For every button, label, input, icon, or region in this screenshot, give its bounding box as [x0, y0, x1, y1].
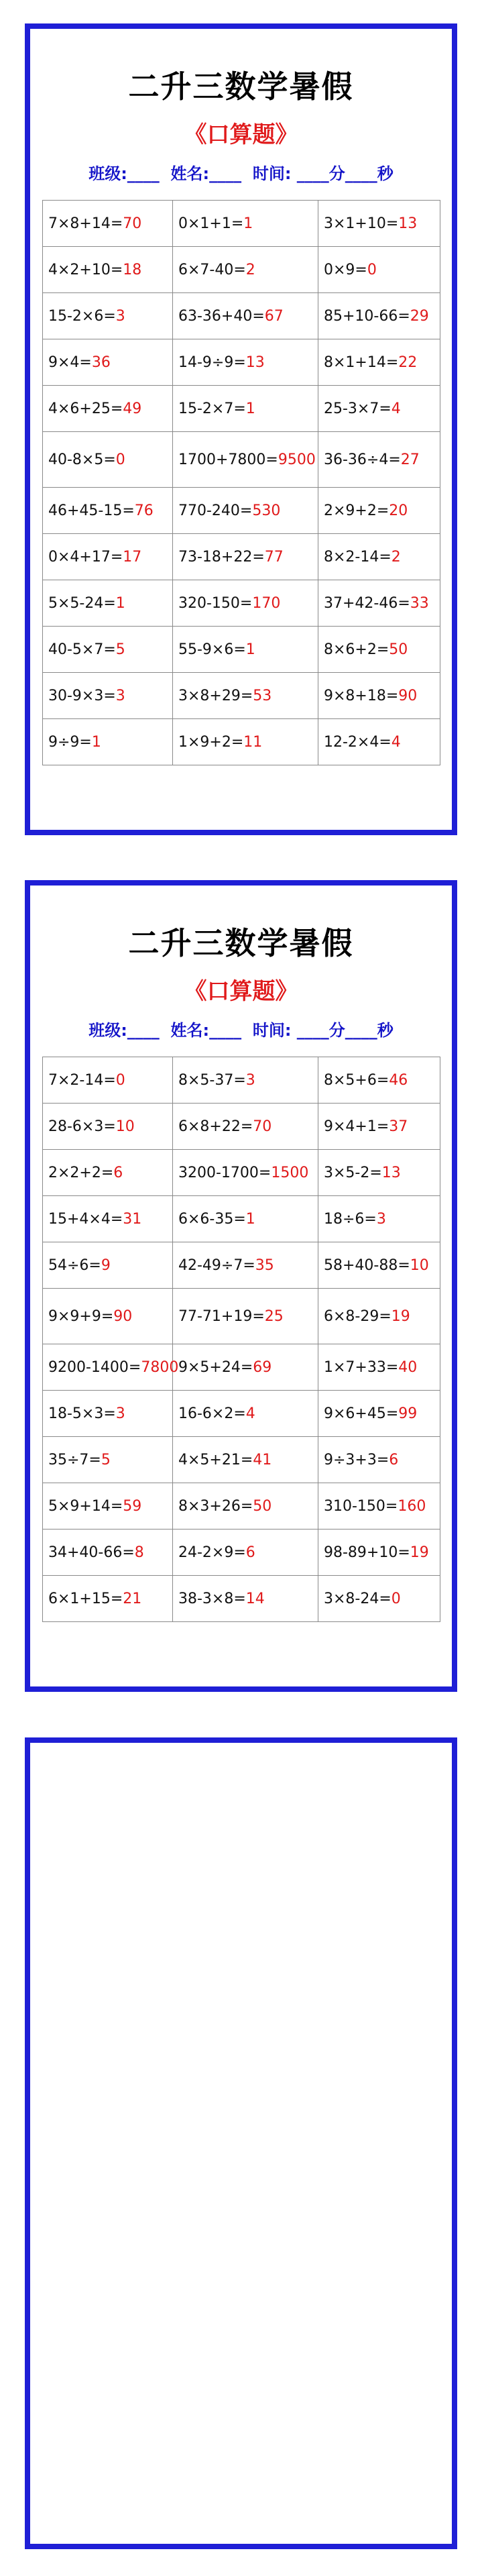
problem-cell	[318, 1057, 440, 1104]
question-text: 2×2+2=	[48, 1164, 114, 1181]
problem-cell	[43, 1437, 173, 1483]
problem-cell	[173, 1196, 318, 1242]
table-row	[43, 293, 440, 339]
table-row	[43, 534, 440, 580]
table-row	[43, 386, 440, 432]
question-text: 1700+7800=	[178, 451, 278, 468]
question-text: 40-5×7=	[48, 641, 116, 658]
page-title: 二升三数学暑假	[128, 68, 354, 105]
answer-text: 90	[113, 1307, 133, 1325]
problem-cell	[43, 580, 173, 627]
problem-cell	[43, 247, 173, 293]
answer-text: 3	[115, 307, 125, 325]
question-text: 73-18+22=	[178, 548, 265, 566]
problem-cell	[318, 432, 440, 488]
question-text: 4×5+21=	[178, 1451, 253, 1468]
problem-cell	[43, 1150, 173, 1196]
problem-cell	[43, 1576, 173, 1622]
answer-text: 9500	[278, 451, 316, 468]
question-text: 9×6+45=	[324, 1405, 399, 1422]
problem-cell	[173, 580, 318, 627]
question-text: 6×8+22=	[178, 1118, 253, 1135]
question-text: 36-36÷4=	[324, 451, 401, 468]
problem-cell	[318, 673, 440, 719]
problem-cell	[318, 247, 440, 293]
page-subtitle: 《口算题》	[184, 978, 298, 1005]
problem-cell	[173, 1529, 318, 1576]
question-text: 30-9×3=	[48, 687, 116, 704]
table-row	[43, 627, 440, 673]
answer-text: 27	[400, 451, 420, 468]
worksheet-page-3-blank	[25, 1737, 457, 2549]
problem-cell	[173, 719, 318, 765]
answer-text: 0	[115, 1071, 125, 1089]
table-row	[43, 201, 440, 247]
problem-cell	[318, 580, 440, 627]
answer-text: 70	[123, 215, 142, 232]
answer-text: 22	[398, 354, 418, 371]
question-text: 3×5-2=	[324, 1164, 382, 1181]
question-text: 8×3+26=	[178, 1497, 253, 1515]
answer-text: 53	[253, 687, 272, 704]
problem-cell	[173, 488, 318, 534]
problem-cell	[173, 534, 318, 580]
table-row	[43, 1289, 440, 1344]
problem-cell	[43, 1057, 173, 1104]
question-text: 15-2×6=	[48, 307, 116, 325]
table-row	[43, 247, 440, 293]
problem-cell	[43, 673, 173, 719]
answer-text: 8	[134, 1544, 144, 1561]
question-text: 54÷6=	[48, 1256, 101, 1274]
answer-text: 69	[253, 1358, 272, 1376]
question-text: 15-2×7=	[178, 400, 246, 417]
question-text: 15+4×4=	[48, 1210, 123, 1228]
question-text: 46+45-15=	[48, 502, 135, 519]
student-info-line: 班级:____ 姓名:____ 时间: ____分____秒	[88, 1021, 394, 1040]
table-row	[43, 1529, 440, 1576]
table-row	[43, 1057, 440, 1104]
problem-cell	[318, 1483, 440, 1529]
question-text: 37+42-46=	[324, 594, 410, 612]
problem-cell	[173, 1289, 318, 1344]
answer-text: 31	[123, 1210, 142, 1228]
answer-text: 4	[245, 1405, 255, 1422]
question-text: 5×5-24=	[48, 594, 116, 612]
problem-cell	[318, 534, 440, 580]
question-text: 4×2+10=	[48, 261, 123, 278]
answer-text: 2	[245, 261, 255, 278]
answer-text: 70	[253, 1118, 272, 1135]
answer-text: 20	[389, 502, 408, 519]
answer-text: 0	[115, 451, 125, 468]
answer-text: 1500	[271, 1164, 309, 1181]
problem-cell	[173, 339, 318, 386]
table-row	[43, 1104, 440, 1150]
problem-cell	[318, 1529, 440, 1576]
answer-text: 33	[410, 594, 429, 612]
page-subtitle: 《口算题》	[184, 121, 298, 148]
problem-cell	[43, 1344, 179, 1391]
question-text: 18-5×3=	[48, 1405, 116, 1422]
answer-text: 25	[264, 1307, 284, 1325]
table-row	[43, 719, 440, 765]
answer-text: 17	[123, 548, 142, 566]
question-text: 12-2×4=	[324, 733, 391, 751]
question-text: 9200-1400=	[48, 1358, 141, 1376]
question-text: 63-36+40=	[178, 307, 265, 325]
answer-text: 99	[398, 1405, 418, 1422]
problem-cell	[43, 1483, 173, 1529]
question-text: 310-150=	[324, 1497, 398, 1515]
answer-text: 530	[252, 502, 281, 519]
answer-text: 1	[245, 1210, 255, 1228]
answer-text: 41	[253, 1451, 272, 1468]
question-text: 0×1+1=	[178, 215, 244, 232]
answer-text: 10	[115, 1118, 135, 1135]
answer-text: 35	[255, 1256, 274, 1274]
problem-cell	[318, 1576, 440, 1622]
problem-grid	[42, 200, 440, 765]
problem-cell	[173, 1576, 318, 1622]
question-text: 24-2×9=	[178, 1544, 246, 1561]
question-text: 9×4=	[48, 354, 92, 371]
table-row	[43, 673, 440, 719]
problem-cell	[43, 1196, 173, 1242]
problem-cell	[318, 1242, 440, 1289]
problem-cell	[318, 201, 440, 247]
problem-cell	[318, 1289, 440, 1344]
answer-text: 3	[115, 687, 125, 704]
problem-cell	[173, 627, 318, 673]
problem-cell	[43, 1242, 173, 1289]
question-text: 8×2-14=	[324, 548, 391, 566]
problem-cell	[43, 386, 173, 432]
answer-text: 3	[245, 1071, 255, 1089]
answer-text: 4	[391, 400, 401, 417]
answer-text: 77	[264, 548, 284, 566]
problem-cell	[318, 488, 440, 534]
answer-text: 37	[389, 1118, 408, 1135]
problem-cell	[318, 1344, 440, 1391]
answer-text: 7800	[141, 1358, 179, 1376]
table-row	[43, 488, 440, 534]
student-info-line: 班级:____ 姓名:____ 时间: ____分____秒	[88, 164, 394, 183]
question-text: 6×6-35=	[178, 1210, 246, 1228]
question-text: 320-150=	[178, 594, 253, 612]
table-row	[43, 1437, 440, 1483]
answer-text: 6	[389, 1451, 399, 1468]
problem-cell	[318, 719, 440, 765]
question-text: 5×9+14=	[48, 1497, 123, 1515]
question-text: 8×6+2=	[324, 641, 389, 658]
problem-grid	[42, 1057, 440, 1622]
answer-text: 11	[243, 733, 263, 751]
problem-cell	[173, 1057, 318, 1104]
question-text: 1×9+2=	[178, 733, 244, 751]
problem-cell	[43, 488, 173, 534]
question-text: 3×8+29=	[178, 687, 253, 704]
question-text: 40-8×5=	[48, 451, 116, 468]
problem-cell	[173, 1242, 318, 1289]
table-row	[43, 432, 440, 488]
answer-text: 50	[389, 641, 408, 658]
answer-text: 29	[410, 307, 429, 325]
question-text: 7×8+14=	[48, 215, 123, 232]
answer-text: 10	[410, 1256, 429, 1274]
question-text: 42-49÷7=	[178, 1256, 255, 1274]
answer-text: 19	[410, 1544, 429, 1561]
problem-cell	[318, 293, 440, 339]
table-row	[43, 1150, 440, 1196]
problem-cell	[173, 1150, 318, 1196]
question-text: 3200-1700=	[178, 1164, 272, 1181]
question-text: 58+40-88=	[324, 1256, 410, 1274]
question-text: 3×1+10=	[324, 215, 399, 232]
question-text: 8×1+14=	[324, 354, 399, 371]
question-text: 85+10-66=	[324, 307, 410, 325]
problem-cell	[43, 627, 173, 673]
question-text: 98-89+10=	[324, 1544, 410, 1561]
answer-text: 90	[398, 687, 418, 704]
answer-text: 4	[391, 733, 401, 751]
question-text: 0×4+17=	[48, 548, 123, 566]
question-text: 18÷6=	[324, 1210, 377, 1228]
answer-text: 49	[123, 400, 142, 417]
table-row	[43, 1391, 440, 1437]
answer-text: 3	[376, 1210, 386, 1228]
question-text: 9×8+18=	[324, 687, 399, 704]
answer-text: 5	[101, 1451, 111, 1468]
problem-cell	[43, 1104, 173, 1150]
answer-text: 2	[391, 548, 401, 566]
answer-text: 14	[245, 1590, 265, 1607]
answer-text: 1	[245, 641, 255, 658]
answer-text: 19	[391, 1307, 410, 1325]
question-text: 6×1+15=	[48, 1590, 123, 1607]
answer-text: 13	[398, 215, 418, 232]
problem-cell	[173, 1344, 318, 1391]
question-text: 9×5+24=	[178, 1358, 253, 1376]
answer-text: 36	[91, 354, 111, 371]
answer-text: 0	[367, 261, 377, 278]
question-text: 38-3×8=	[178, 1590, 246, 1607]
question-text: 16-6×2=	[178, 1405, 246, 1422]
question-text: 25-3×7=	[324, 400, 391, 417]
question-text: 9÷3+3=	[324, 1451, 389, 1468]
problem-cell	[43, 432, 173, 488]
page-title: 二升三数学暑假	[128, 925, 354, 961]
problem-cell	[173, 201, 318, 247]
problem-cell	[173, 673, 318, 719]
problem-cell	[43, 293, 173, 339]
problem-cell	[318, 339, 440, 386]
answer-text: 0	[391, 1590, 401, 1607]
answer-text: 18	[123, 261, 142, 278]
problem-cell	[173, 293, 318, 339]
problem-cell	[173, 386, 318, 432]
answer-text: 13	[381, 1164, 401, 1181]
problem-cell	[318, 1437, 440, 1483]
question-text: 8×5-37=	[178, 1071, 246, 1089]
answer-text: 13	[245, 354, 265, 371]
problem-cell	[318, 1104, 440, 1150]
table-row	[43, 1242, 440, 1289]
problem-cell	[173, 1391, 318, 1437]
problem-cell	[318, 1391, 440, 1437]
question-text: 8×5+6=	[324, 1071, 389, 1089]
question-text: 28-6×3=	[48, 1118, 116, 1135]
answer-text: 1	[243, 215, 253, 232]
question-text: 770-240=	[178, 502, 253, 519]
problem-cell	[43, 1289, 173, 1344]
problem-cell	[43, 1391, 173, 1437]
question-text: 7×2-14=	[48, 1071, 116, 1089]
answer-text: 9	[101, 1256, 111, 1274]
answer-text: 1	[115, 594, 125, 612]
table-row	[43, 580, 440, 627]
question-text: 77-71+19=	[178, 1307, 265, 1325]
answer-text: 5	[115, 641, 125, 658]
worksheet-page-2	[25, 880, 457, 1692]
answer-text: 21	[123, 1590, 142, 1607]
question-text: 9÷9=	[48, 733, 92, 751]
answer-text: 46	[389, 1071, 408, 1089]
answer-text: 76	[134, 502, 154, 519]
answer-text: 40	[398, 1358, 418, 1376]
question-text: 9×9+9=	[48, 1307, 114, 1325]
problem-cell	[43, 201, 173, 247]
question-text: 55-9×6=	[178, 641, 246, 658]
answer-text: 67	[264, 307, 284, 325]
table-row	[43, 1576, 440, 1622]
answer-text: 160	[398, 1497, 426, 1515]
answer-text: 170	[252, 594, 281, 612]
question-text: 2×9+2=	[324, 502, 389, 519]
problem-cell	[43, 1529, 173, 1576]
problem-cell	[43, 719, 173, 765]
problem-cell	[43, 339, 173, 386]
question-text: 3×8-24=	[324, 1590, 391, 1607]
question-text: 6×7-40=	[178, 261, 246, 278]
worksheet-page-1	[25, 23, 457, 835]
problem-cell	[318, 386, 440, 432]
problem-cell	[173, 432, 318, 488]
question-text: 14-9÷9=	[178, 354, 246, 371]
question-text: 1×7+33=	[324, 1358, 399, 1376]
table-row	[43, 1344, 440, 1391]
problem-cell	[173, 247, 318, 293]
table-row	[43, 1483, 440, 1529]
answer-text: 1	[245, 400, 255, 417]
problem-cell	[318, 1196, 440, 1242]
question-text: 35÷7=	[48, 1451, 101, 1468]
problem-cell	[173, 1104, 318, 1150]
answer-text: 6	[245, 1544, 255, 1561]
problem-cell	[173, 1483, 318, 1529]
question-text: 9×4+1=	[324, 1118, 389, 1135]
table-row	[43, 1196, 440, 1242]
question-text: 34+40-66=	[48, 1544, 135, 1561]
answer-text: 3	[115, 1405, 125, 1422]
question-text: 0×9=	[324, 261, 367, 278]
problem-cell	[43, 534, 173, 580]
answer-text: 50	[253, 1497, 272, 1515]
answer-text: 59	[123, 1497, 142, 1515]
answer-text: 6	[113, 1164, 123, 1181]
table-row	[43, 339, 440, 386]
problem-cell	[173, 1437, 318, 1483]
question-text: 6×8-29=	[324, 1307, 391, 1325]
answer-text: 1	[91, 733, 101, 751]
problem-cell	[318, 627, 440, 673]
question-text: 4×6+25=	[48, 400, 123, 417]
problem-cell	[318, 1150, 440, 1196]
